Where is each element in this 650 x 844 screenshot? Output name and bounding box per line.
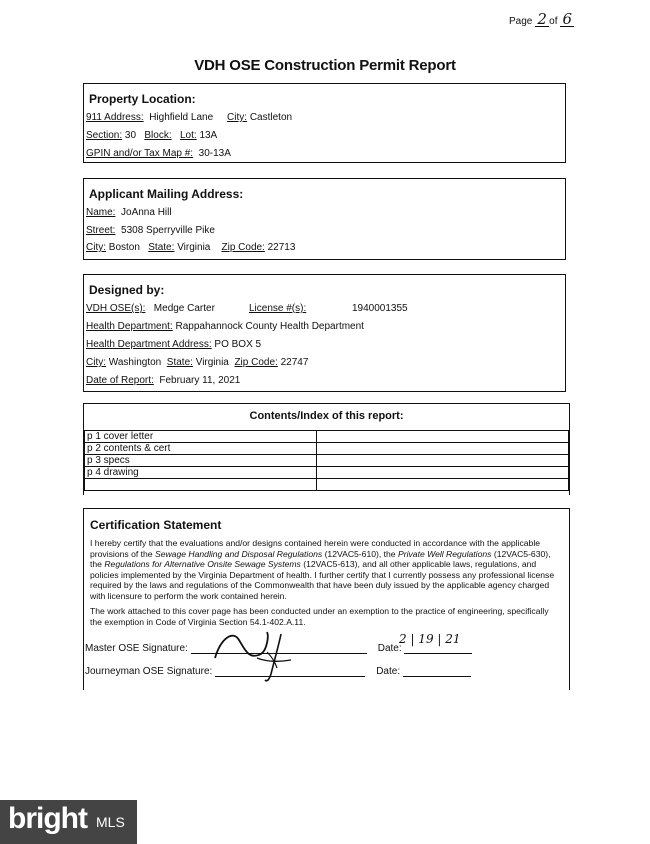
master-date-value: 2 | 19 | 21 xyxy=(399,632,461,646)
designer-ose-row: VDH OSE(s): Medge Carter License #(s): 1940001355 xyxy=(86,303,408,314)
contents-heading: Contents/Index of this report: xyxy=(249,410,404,422)
designer-dept-row: Health Department: Rappahannock County Health Department xyxy=(86,321,364,332)
designer-date-row: Date of Report: February 11, 2021 xyxy=(86,375,241,386)
designer-dept-address-row: Health Department Address: PO BOX 5 xyxy=(86,339,262,350)
table-row xyxy=(85,479,569,491)
property-location-box xyxy=(83,83,566,163)
master-signature-label: Master OSE Signature: xyxy=(85,643,188,654)
page-of: of xyxy=(549,16,558,27)
contents-box xyxy=(83,403,570,495)
table-row: p 4 drawing xyxy=(85,467,569,479)
applicant-heading: Applicant Mailing Address: xyxy=(89,187,244,201)
page-number xyxy=(509,12,574,27)
table-row: p 1 cover letter xyxy=(85,431,569,443)
master-date-line xyxy=(404,653,472,654)
document-title: VDH OSE Construction Permit Report xyxy=(194,57,456,74)
master-date-label: Date: xyxy=(377,643,402,654)
bright-mls-watermark: bright MLS xyxy=(0,800,137,844)
certification-box xyxy=(83,508,570,690)
property-address-row: 911 Address: Highfield Lane City: Castleton xyxy=(86,112,293,123)
exemption-paragraph: The work attached to this cover page has been conducted under an exemption to the practice of engineering, specifically the exemption in Code of Virginia Section 54.1-402.A.11. xyxy=(90,606,549,627)
journeyman-signature-row xyxy=(85,666,471,677)
page-current: 2 xyxy=(535,12,549,27)
page-label: Page xyxy=(509,16,533,27)
journeyman-signature-line xyxy=(215,676,365,677)
certification-heading: Certification Statement xyxy=(90,518,222,532)
applicant-name-row: Name: JoAnna Hill xyxy=(86,207,172,218)
table-row: p 3 specs xyxy=(85,455,569,467)
certification-paragraph: I hereby certify that the evaluations and/or designs contained herein were conducted in accordance with the applicable provisions of the Sewage Handling and Disposal Regulations (12VAC5-610), the Private Well Regulations (12VAC5-630), the Regulations for Alternative Onsite Sewage Systems (12VAC5-613), and all other applicable laws, regulations, and policies implemented by the Virginia Department of health. I further certify that I currently possess any professional license required by the laws and regulations of the Commonwealth that have been duly issued by the applicable agency charged with licensure to perform the work contained herein. xyxy=(90,538,555,601)
applicant-street-row: Street: 5308 Sperryville Pike xyxy=(86,225,215,236)
property-heading: Property Location: xyxy=(89,92,196,106)
applicant-city-row: City: Boston State: Virginia Zip Code: 22713 xyxy=(86,242,296,253)
applicant-box xyxy=(83,178,566,260)
designer-city-row: City: Washington State: Virginia Zip Code: 22747 xyxy=(86,357,309,368)
journeyman-date-label: Date: xyxy=(376,666,401,677)
journeyman-date-line xyxy=(403,676,471,677)
designer-box xyxy=(83,274,566,392)
designer-heading: Designed by: xyxy=(89,283,165,297)
page-total: 6 xyxy=(560,12,574,27)
property-section-row: Section: 30 Block: Lot: 13A xyxy=(86,130,218,141)
journeyman-signature-label: Journeyman OSE Signature: xyxy=(85,666,213,677)
table-row: p 2 contents & cert xyxy=(85,443,569,455)
contents-table xyxy=(84,430,569,491)
property-gpin-row: GPIN and/or Tax Map #: 30-13A xyxy=(86,148,231,159)
